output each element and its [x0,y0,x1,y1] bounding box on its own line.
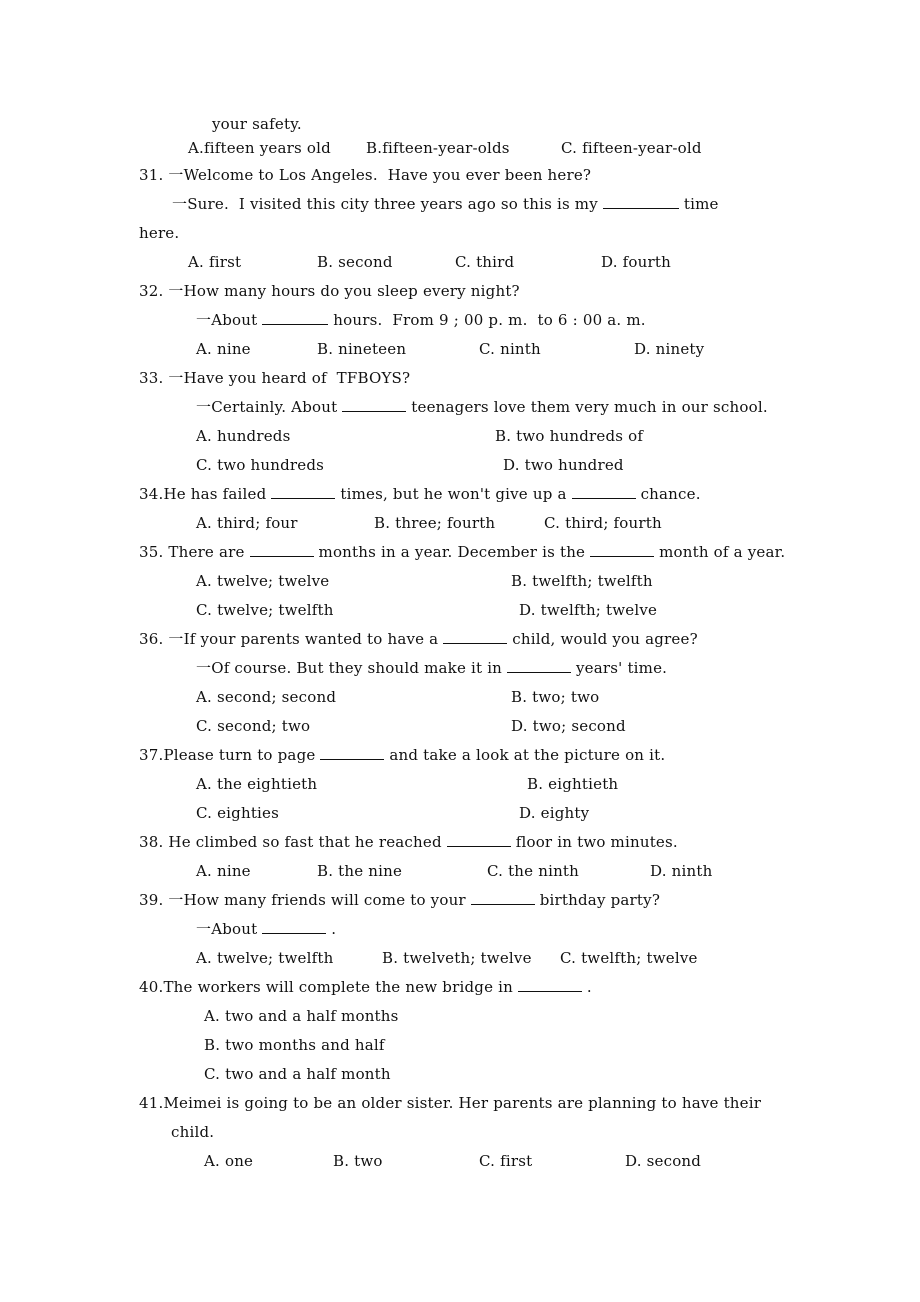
option-c: C. eighties [196,804,280,822]
question-text: your safety. [212,115,302,133]
question-35: 35. There are months in a year. December is the month of a year. [139,543,786,561]
option-b: B. two months and half [204,1036,385,1054]
question-text: 一Sure. I visited this city three years ago so this is my time [172,195,719,213]
option-b: B. twelveth; twelve [382,949,532,967]
question-40: 40.The workers will complete the new bridge in . [139,978,592,996]
option-c: C. second; two [196,717,311,735]
question-text: 一Of course. But they should make it in years' time. [196,659,668,677]
answer-blank [262,310,328,325]
question-41: 41.Meimei is going to be an older sister. Her parents are planning to have their [139,1094,762,1112]
option-c: C. third; fourth [544,514,662,532]
question-31: 31. 一Welcome to Los Angeles. Have you ever been here? [139,166,592,184]
question-32: 32. 一How many hours do you sleep every night? [139,282,520,300]
option-d: D. fourth [601,253,671,271]
option-d: D. ninth [650,862,713,880]
question-37: 37.Please turn to page and take a look at the picture on it. [139,746,666,764]
question-text: 一About . [196,920,337,938]
option-b: B. second [317,253,393,271]
question-text: here. [139,224,180,242]
question-36: 36. 一If your parents wanted to have a child, would you agree? [139,630,698,648]
option-a: A. hundreds [196,427,291,445]
answer-blank [507,658,571,673]
option-b: B. two [333,1152,383,1170]
question-33: 33. 一Have you heard of TFBOYS? [139,369,411,387]
answer-blank [250,542,314,557]
option-b: B. two hundreds of [495,427,644,445]
option-b: B. the nine [317,862,403,880]
option-b: B. twelfth; twelfth [511,572,653,590]
option-c: C. twelfth; twelve [560,949,698,967]
question-34: 34.He has failed times, but he won't give up a chance. [139,485,701,503]
option-a: A. first [188,253,242,271]
question-text: 一About hours. From 9 ; 00 p. m. to 6 : 00 a. m. [196,311,646,329]
answer-blank [262,919,326,934]
answer-blank [443,629,507,644]
option-c: C. ninth [479,340,541,358]
option-b: B. three; fourth [374,514,496,532]
option-b: B. two; two [511,688,600,706]
option-a: A. third; four [196,514,298,532]
answer-blank [603,194,679,209]
option-a: A. the eightieth [196,775,318,793]
option-a: A. nine [196,862,251,880]
answer-blank [471,890,535,905]
question-text: child. [171,1123,215,1141]
question-39: 39. 一How many friends will come to your birthday party? [139,891,661,909]
question-text: 一Certainly. About teenagers love them very much in our school. [196,398,768,416]
option-b: B. eightieth [527,775,619,793]
question-38: 38. He climbed so fast that he reached floor in two minutes. [139,833,678,851]
answer-blank [590,542,654,557]
option-a: A. twelve; twelfth [196,949,334,967]
answer-blank [518,977,582,992]
option-d: D. eighty [519,804,590,822]
option-a: A.fifteen years old [188,139,331,157]
option-b: B.fifteen-year-olds [366,139,510,157]
option-c: C. two hundreds [196,456,325,474]
option-b: B. nineteen [317,340,407,358]
answer-blank [342,397,406,412]
answer-blank [572,484,636,499]
option-a: A. twelve; twelve [196,572,330,590]
answer-blank [320,745,384,760]
option-c: C. two and a half month [204,1065,391,1083]
option-a: A. two and a half months [204,1007,399,1025]
option-a: A. one [204,1152,254,1170]
answer-blank [447,832,511,847]
option-d: D. twelfth; twelve [519,601,658,619]
option-d: D. ninety [634,340,705,358]
option-c: C. first [479,1152,533,1170]
answer-blank [271,484,335,499]
option-d: D. second [625,1152,702,1170]
option-a: A. nine [196,340,251,358]
option-c: C. fifteen-year-old [561,139,702,157]
option-c: C. the ninth [487,862,580,880]
option-d: D. two hundred [503,456,624,474]
option-d: D. two; second [511,717,626,735]
option-a: A. second; second [196,688,337,706]
option-c: C. third [455,253,515,271]
option-c: C. twelve; twelfth [196,601,334,619]
